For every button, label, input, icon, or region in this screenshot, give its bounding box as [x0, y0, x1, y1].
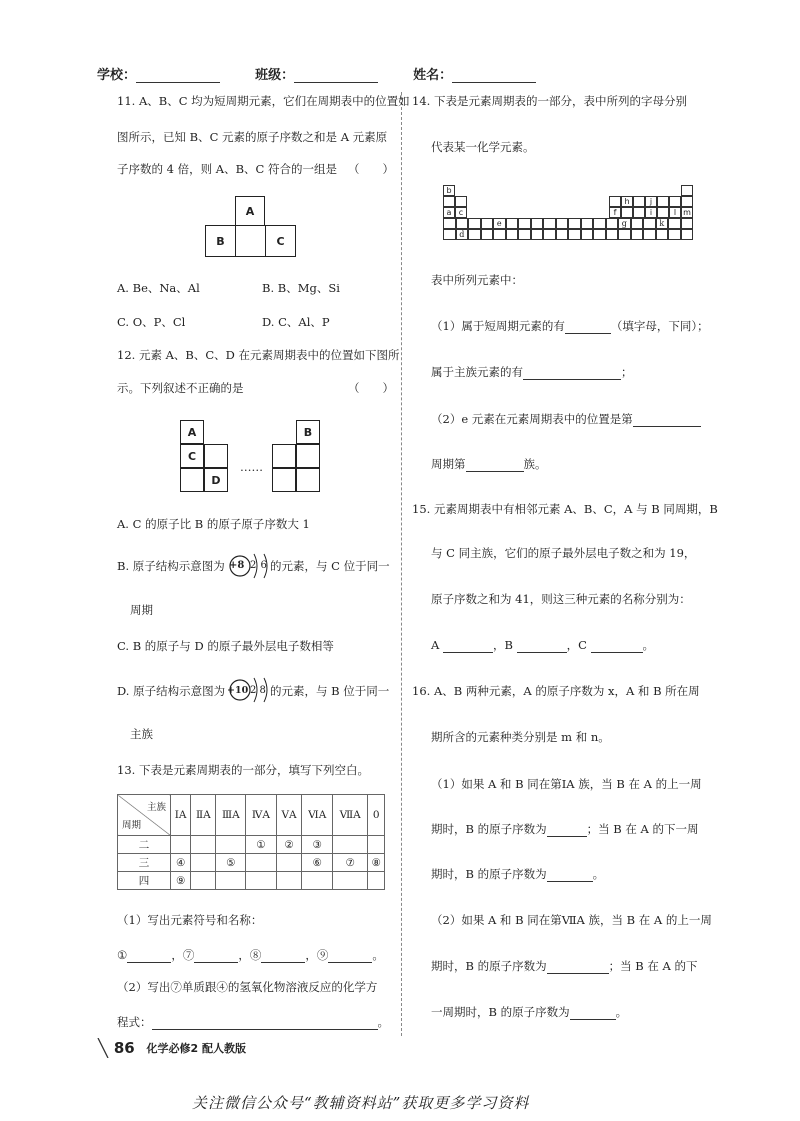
- q16-s1-label: 期时，B 的原子序数为: [431, 822, 547, 836]
- q14-group-blank[interactable]: [466, 459, 524, 472]
- q12-nucleus-d: +10: [227, 685, 249, 696]
- slash-divider-icon: [96, 1038, 110, 1058]
- q13-cell: ④: [171, 854, 191, 872]
- element-cell: [443, 229, 456, 240]
- q15-answer-row: [431, 637, 654, 653]
- q14-sub1-label2: 属于主族元素的有: [431, 365, 523, 379]
- q13-fill-label: ⑧: [249, 948, 262, 962]
- element-cell: [681, 218, 694, 229]
- q12-box-b: B: [296, 420, 320, 444]
- q14-sub0: 表中所列元素中：: [431, 273, 523, 287]
- q14-sub1-line1: [431, 318, 709, 334]
- element-cell: c: [455, 207, 467, 218]
- q14-sub1-label: （1）属于短周期元素的有: [431, 319, 565, 333]
- q12-box-empty: [296, 444, 320, 468]
- q16-s1-line3: [431, 866, 604, 882]
- q13-sub2-line1: （2）写出⑦单质跟④的氢氧化物溶液反应的化学方: [117, 980, 378, 994]
- q16-s2-label: 期时，B 的原子序数为: [431, 959, 547, 973]
- header-bar: [97, 64, 536, 83]
- q13-cell: ⑧: [368, 854, 385, 872]
- school-label: 学校：: [97, 68, 137, 83]
- column-divider: [401, 92, 402, 1036]
- element-cell: [643, 218, 656, 229]
- q12-shells-d: 2 8: [250, 685, 266, 696]
- q14-sub2-line1: [431, 411, 701, 427]
- element-cell: [493, 229, 506, 240]
- q14-sub2-label2: 周期第: [431, 457, 466, 471]
- q12-box-empty: [272, 444, 296, 468]
- bottom-note: 关注微信公众号“教辅资料站”获取更多学习资料: [192, 1094, 530, 1112]
- element-cell: [656, 229, 669, 240]
- q14-sub1-line2: [431, 364, 633, 380]
- table-row: [118, 836, 385, 854]
- q12-box-c: C: [180, 444, 204, 468]
- q12-option-c[interactable]: C. B 的原子与 D 的原子最外层电子数相等: [117, 639, 334, 653]
- element-cell: [568, 218, 581, 229]
- q12-option-b-post: 的元素，与 C 位于同一: [270, 559, 390, 573]
- q16-line1: 16. A、B 两种元素，A 的原子序数为 x，A 和 B 所在周: [412, 684, 700, 698]
- q13-cell: [368, 836, 385, 854]
- element-cell: l: [669, 207, 681, 218]
- q13-cell: [276, 854, 302, 872]
- q16-s2-blank-upper[interactable]: [547, 961, 609, 974]
- q12-box-a: A: [180, 420, 204, 444]
- element-cell: [531, 229, 544, 240]
- q11-box-c: C: [265, 225, 296, 257]
- element-cell: d: [456, 229, 469, 240]
- q16-s1-line1: （1）如果 A 和 B 同在第ⅠA 族，当 B 在 A 的上一周: [431, 777, 702, 791]
- q13-cell: ⑦: [333, 854, 368, 872]
- q13-cell: [368, 872, 385, 890]
- element-cell: [481, 218, 494, 229]
- element-cell: [606, 218, 619, 229]
- q13-group-header: ⅣA: [246, 795, 276, 836]
- q13-fill-label: ①: [117, 948, 128, 962]
- q13-cell: ②: [276, 836, 302, 854]
- element-cell: [657, 207, 669, 218]
- q11-option-a[interactable]: A. Be、Na、Al: [117, 281, 200, 295]
- q12-box-empty: [180, 468, 204, 492]
- class-field[interactable]: [294, 68, 378, 83]
- q13-fill-row: ① ，⑦ ，⑧ ，⑨ 。: [117, 948, 384, 962]
- q13-period-cell: 三: [118, 854, 171, 872]
- q14-row-4: [443, 218, 693, 229]
- element-cell: h: [621, 196, 633, 207]
- q15-line3: 原子序数之和为 41，则这三种元素的名称分别为：: [431, 592, 691, 606]
- q13-cell: [216, 872, 246, 890]
- q11-box-a: A: [235, 196, 265, 226]
- q14-sub2-end: 族。: [523, 457, 547, 471]
- q13-sub1: （1）写出元素符号和名称：: [117, 913, 263, 927]
- q13-cell: [276, 872, 302, 890]
- q12-option-b-pre: B. 原子结构示意图为: [117, 559, 225, 573]
- q13-corner-bottom: 周期: [122, 820, 142, 831]
- q15-line1: 15. 元素周期表中有相邻元素 A、B、C，A 与 B 同周期，B: [412, 502, 718, 516]
- q16-line2: 期所含的元素种类分别是 m 和 n。: [431, 730, 610, 744]
- q13-period-cell: 四: [118, 872, 171, 890]
- q16-s2-blank-lower[interactable]: [570, 1007, 616, 1020]
- q13-group-header: ⅥA: [302, 795, 333, 836]
- q13-cell: [171, 836, 191, 854]
- q11-line2: 图所示，已知 B、C 元素的原子序数之和是 A 元素原: [117, 130, 388, 144]
- school-field[interactable]: [136, 68, 220, 83]
- q12-box-empty: [204, 444, 228, 468]
- q13-equation-blank[interactable]: [152, 1017, 378, 1030]
- q13-cell: ⑤: [216, 854, 246, 872]
- element-cell: [669, 196, 681, 207]
- q14-sub1-note: （填字母，下同）；: [610, 319, 709, 333]
- q13-group-header: 0: [368, 795, 385, 836]
- q14-sub1-end: ；: [621, 365, 633, 379]
- element-cell: [443, 218, 456, 229]
- element-cell: [631, 229, 644, 240]
- q13-group-header: ⅦA: [333, 795, 368, 836]
- q12-line1: 12. 元素 A、B、C、D 在元素周期表中的位置如下图所: [117, 348, 400, 362]
- element-cell: m: [681, 207, 693, 218]
- q16-s2-line1: （2）如果 A 和 B 同在第ⅦA 族，当 B 在 A 的上一周: [431, 913, 712, 927]
- q13-group-header: ⅢA: [216, 795, 246, 836]
- element-cell: [621, 207, 633, 218]
- element-cell: i: [645, 207, 657, 218]
- element-cell: [593, 218, 606, 229]
- element-cell: [593, 229, 606, 240]
- element-cell: [681, 196, 693, 207]
- element-cell: b: [443, 185, 455, 196]
- q13-sub2-label: 程式：: [117, 1015, 152, 1029]
- element-cell: [455, 196, 467, 207]
- q11-box-b: B: [205, 225, 236, 257]
- element-cell: [506, 218, 519, 229]
- q13-cell: [191, 836, 216, 854]
- element-cell: [556, 218, 569, 229]
- q11-line1: 11. A、B、C 均为短周期元素，它们在周期表中的位置如: [117, 94, 410, 108]
- q14-periodic-table: [440, 185, 696, 240]
- q13-line1: 13. 下表是元素周期表的一部分，填写下列空白。: [117, 763, 369, 777]
- element-cell: [606, 229, 619, 240]
- q13-cell: [191, 872, 216, 890]
- element-cell: [668, 229, 681, 240]
- q13-cell: [216, 836, 246, 854]
- q13-cell: [302, 872, 333, 890]
- q16-s1-line2: [431, 821, 699, 837]
- q15-blank-b[interactable]: [517, 640, 567, 653]
- element-cell: [543, 218, 556, 229]
- q16-s1-end: 。: [592, 867, 605, 881]
- q12-option-d-post: 的元素，与 B 位于同一: [270, 684, 390, 698]
- element-cell: [443, 196, 455, 207]
- table-row: [118, 854, 385, 872]
- q12-box-empty: [272, 468, 296, 492]
- q16-s2-line2: [431, 958, 698, 974]
- element-cell: [609, 196, 621, 207]
- book-title: 化学必修2 配人教版: [146, 1042, 247, 1055]
- q14-main-group-blank[interactable]: [523, 367, 621, 380]
- q12-box-empty: [296, 468, 320, 492]
- q14-period-blank[interactable]: [633, 414, 701, 427]
- q14-line2: 代表某一化学元素。: [431, 140, 535, 154]
- q12-box-d: D: [204, 468, 228, 492]
- q13-cell: [333, 872, 368, 890]
- element-cell: [631, 218, 644, 229]
- page-number: 86: [113, 1039, 135, 1057]
- element-cell: [581, 218, 594, 229]
- q14-sub2-line2: [431, 456, 547, 472]
- element-cell: [633, 196, 645, 207]
- q13-fill-blank[interactable]: [328, 950, 372, 963]
- q12-shells-b: 2 6: [250, 560, 267, 571]
- q13-periodic-table: [117, 794, 385, 890]
- q15-end: 。: [642, 638, 655, 652]
- q12-option-d-pre: D. 原子结构示意图为: [117, 684, 226, 698]
- element-cell: [681, 229, 694, 240]
- element-cell: [633, 207, 645, 218]
- q12-option-b-cont: 周期: [130, 603, 153, 617]
- q11-option-b[interactable]: B. B、Mg、Si: [262, 281, 340, 295]
- q13-sub2-line2: 程式： 。: [117, 1015, 389, 1029]
- q13-fill-blank[interactable]: [194, 950, 238, 963]
- q13-cell: [191, 854, 216, 872]
- element-cell: [481, 229, 494, 240]
- q11-line3: 子序数的 4 倍，则 A、B、C 符合的一组是: [117, 162, 337, 176]
- q13-fill-label: ⑨: [316, 948, 329, 962]
- q11-box-empty: [235, 225, 266, 257]
- q12-answer-paren: （ ）: [348, 381, 394, 395]
- q13-cell: ①: [246, 836, 276, 854]
- q14-short-period-blank[interactable]: [565, 321, 611, 334]
- q14-sub2-label: （2）e 元素在元素周期表中的位置是第: [431, 412, 633, 426]
- q12-option-a[interactable]: A. C 的原子比 B 的原子原子序数大 1: [117, 517, 310, 531]
- name-label: 姓名：: [413, 68, 453, 83]
- element-cell: e: [493, 218, 506, 229]
- q12-ellipsis: ……: [240, 460, 263, 474]
- q12-option-d-cont: 主族: [130, 727, 153, 741]
- q16-s2-line3: [431, 1004, 627, 1020]
- q16-s2-mid: ；当 B 在 A 的下: [608, 959, 698, 973]
- element-cell: [518, 229, 531, 240]
- q15-label-c: ，C: [566, 638, 587, 652]
- element-cell: [518, 218, 531, 229]
- q13-cell: ③: [302, 836, 333, 854]
- class-label: 班级：: [255, 68, 295, 83]
- q13-corner-cell: [118, 795, 171, 836]
- q15-label-a: A: [431, 638, 440, 652]
- element-cell: [568, 229, 581, 240]
- element-cell: [468, 229, 481, 240]
- element-cell: f: [609, 207, 621, 218]
- q12-line2: 示。下列叙述不正确的是: [117, 381, 244, 395]
- name-field[interactable]: [452, 68, 536, 83]
- q13-group-header: ⅠA: [171, 795, 191, 836]
- q15-label-b: ，B: [492, 638, 513, 652]
- table-row: [118, 872, 385, 890]
- element-cell: j: [645, 196, 657, 207]
- q13-cell: ⑥: [302, 854, 333, 872]
- q13-cell: [333, 836, 368, 854]
- element-cell: [456, 218, 469, 229]
- element-cell: [657, 196, 669, 207]
- q15-line2: 与 C 同主族，它们的原子最外层电子数之和为 19，: [431, 546, 696, 560]
- element-cell: [543, 229, 556, 240]
- q14-line1: 14. 下表是元素周期表的一部分，表中所列的字母分别: [412, 94, 687, 108]
- q16-s1-blank-upper[interactable]: [547, 824, 587, 837]
- element-cell: [581, 229, 594, 240]
- element-cell: g: [618, 218, 631, 229]
- q13-period-cell: 二: [118, 836, 171, 854]
- q13-fill-blank[interactable]: [261, 950, 305, 963]
- element-cell: a: [443, 207, 455, 218]
- q15-blank-c[interactable]: [591, 640, 643, 653]
- q16-s1-label2: 期时，B 的原子序数为: [431, 867, 547, 881]
- q13-corner-top: 主族: [146, 802, 166, 813]
- element-cell: [531, 218, 544, 229]
- element-cell: [681, 185, 693, 196]
- q16-s1-mid: ；当 B 在 A 的下一周: [586, 822, 699, 836]
- element-cell: [506, 229, 519, 240]
- element-cell: [643, 229, 656, 240]
- page-footer: [96, 1038, 246, 1058]
- element-cell: [556, 229, 569, 240]
- q11-answer-paren: （ ）: [348, 162, 394, 176]
- q13-fill-blank[interactable]: [127, 950, 171, 963]
- element-cell: k: [656, 218, 669, 229]
- q14-row-5: [443, 229, 693, 240]
- q12-nucleus-b: +8: [229, 560, 245, 571]
- q16-s2-end: 。: [615, 1005, 628, 1019]
- q13-fill-label: ⑦: [182, 948, 195, 962]
- q16-s2-label2: 一周期时，B 的原子序数为: [431, 1005, 570, 1019]
- q11-option-c[interactable]: C. O、P、Cl: [117, 315, 186, 329]
- q13-cell: [246, 854, 276, 872]
- q15-blank-a[interactable]: [443, 640, 493, 653]
- q13-group-header: ⅡA: [191, 795, 216, 836]
- q11-option-d[interactable]: D. C、Al、P: [262, 315, 330, 329]
- element-cell: [468, 218, 481, 229]
- element-cell: [618, 229, 631, 240]
- element-cell: [668, 218, 681, 229]
- q13-cell: [246, 872, 276, 890]
- q16-s1-blank-lower[interactable]: [547, 869, 593, 882]
- q13-group-header: ⅤA: [276, 795, 302, 836]
- q13-cell: ⑨: [171, 872, 191, 890]
